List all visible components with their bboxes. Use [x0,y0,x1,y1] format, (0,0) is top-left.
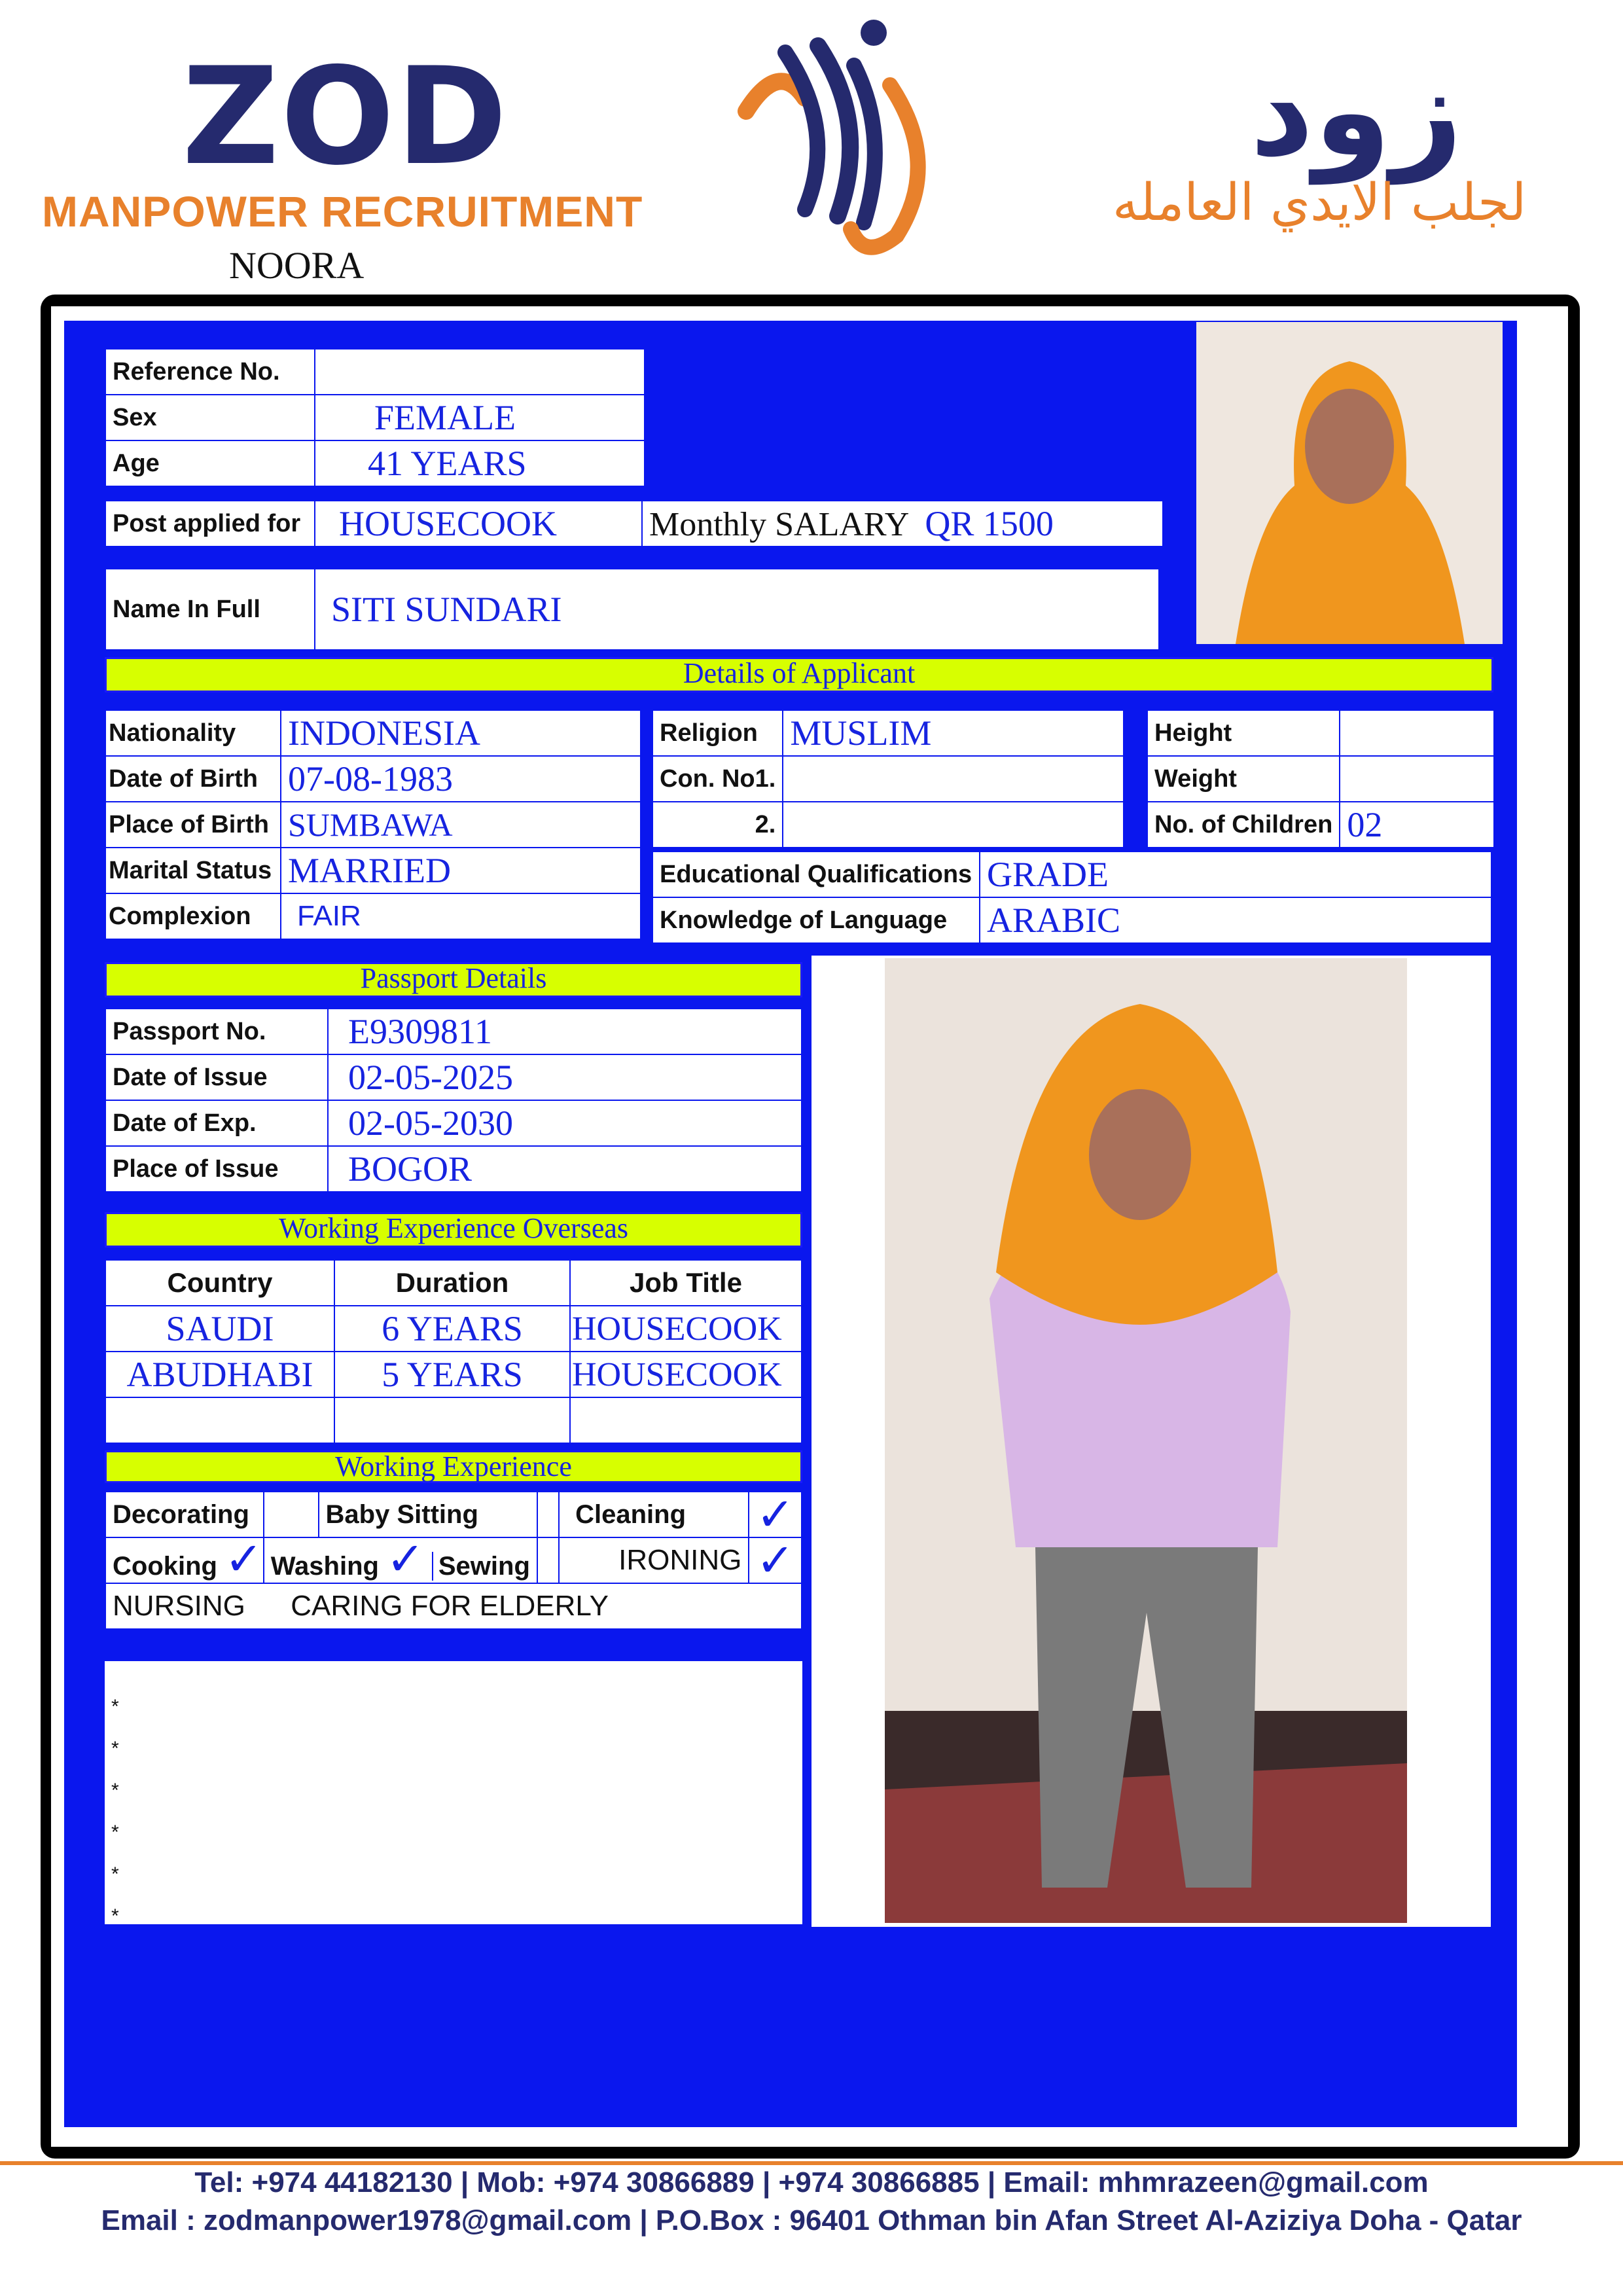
post-value: HOUSECOOK [315,501,642,547]
brand-logo-text: ZOD [182,39,509,195]
basic-info-table [105,348,645,487]
washing-checkmark-icon: ✓ [386,1532,425,1586]
note-bullet: * [111,1905,119,1927]
skill-nursing: NURSING [113,1590,245,1622]
weight-value [1340,756,1494,802]
overseas-table [105,1259,802,1444]
arabic-subtitle: لجلب الايدي العامله [1113,173,1527,232]
overseas-header-country: Country [105,1260,334,1306]
notes-box [105,1661,802,1927]
religion-table [652,709,1124,848]
name-value: SITI SUNDARI [315,569,1159,650]
religion-label: Religion [652,710,783,756]
post-salary-table [105,500,1164,547]
overseas-cell: HOUSECOOK [570,1306,802,1352]
reference-label: Reference No. [105,349,315,395]
person-full-body-icon [885,958,1407,1923]
marital-label: Marital Status [105,848,281,893]
sex-label: Sex [105,395,315,440]
passport-title: Passport Details [105,962,802,997]
weight-label: Weight [1147,756,1340,802]
overseas-cell: 6 YEARS [334,1306,570,1352]
exp-date-value: 02-05-2030 [328,1100,802,1146]
physical-table [1147,709,1495,848]
issue-date-label: Date of Issue [105,1054,328,1100]
arabic-brand: زود [1250,39,1463,184]
passport-table [105,1008,802,1193]
footer-contact: Tel: +974 44182130 | Mob: +974 30866889 | +974 30866885 | Email: mhmrazeen@gmail.com [194,2166,1429,2198]
overseas-cell [570,1397,802,1443]
overseas-title: Working Experience Overseas [105,1212,802,1247]
skill-cleaning: Cleaning [559,1492,749,1537]
overseas-cell [105,1397,334,1443]
issue-place-value: BOGOR [328,1146,802,1192]
skill-cooking: Cooking ✓ [105,1537,264,1583]
brand-subtitle: MANPOWER RECRUITMENT [42,187,643,236]
passport-no-label: Passport No. [105,1009,328,1054]
passport-no-value: E9309811 [328,1009,802,1054]
cooking-checkmark-icon: ✓ [224,1532,263,1586]
dob-value: 07-08-1983 [281,756,641,802]
overseas-cell: SAUDI [105,1306,334,1352]
table-row [105,1397,802,1443]
education-table [652,851,1492,944]
overseas-header-job: Job Title [570,1260,802,1306]
nationality-label: Nationality [105,710,281,756]
person-portrait-icon [1196,322,1503,644]
note-bullet: * [111,1696,119,1717]
education-value: GRADE [980,852,1491,897]
contact1-label: Con. No1. [652,756,783,802]
footer-rule [0,2161,1623,2165]
overseas-header-duration: Duration [334,1260,570,1306]
marital-value: MARRIED [281,848,641,893]
issue-date-value: 02-05-2025 [328,1054,802,1100]
contact2-label: 2. [652,802,783,848]
salary-value: QR 1500 [925,504,1054,543]
ironing-checkmark-icon: ✓ [749,1537,802,1583]
pob-label: Place of Birth [105,802,281,848]
details-title: Details of Applicant [105,657,1493,692]
height-value [1340,710,1494,756]
experience-title: Working Experience [105,1450,802,1483]
portrait-photo [1196,322,1503,644]
name-label: Name In Full [105,569,315,650]
children-value: 02 [1340,802,1494,848]
skill-washing: Washing ✓ Sewing [264,1537,537,1583]
language-value: ARABIC [980,897,1491,943]
skill-sewing: Sewing [432,1552,530,1581]
dob-label: Date of Birth [105,756,281,802]
overseas-cell: 5 YEARS [334,1352,570,1397]
company-logo-icon [733,13,942,262]
exp-date-label: Date of Exp. [105,1100,328,1146]
note-bullet: * [111,1863,119,1885]
age-value: 41 YEARS [315,440,645,486]
note-bullet: * [111,1780,119,1801]
skill-ironing: IRONING [559,1537,749,1583]
skill-caring-elderly: CARING FOR ELDERLY [291,1590,609,1622]
sex-value: FEMALE [315,395,645,440]
cleaning-checkmark-icon: ✓ [749,1492,802,1537]
note-bullet: * [111,1821,119,1843]
issue-place-label: Place of Issue [105,1146,328,1192]
table-row [105,1352,802,1397]
full-body-photo-frame [812,956,1491,1927]
salary-label: Monthly SALARY [649,506,908,543]
overseas-cell [334,1397,570,1443]
nationality-value: INDONESIA [281,710,641,756]
note-bullet: * [111,1738,119,1759]
height-label: Height [1147,710,1340,756]
contact1-value [783,756,1124,802]
age-label: Age [105,440,315,486]
complexion-label: Complexion [105,893,281,939]
overseas-cell: HOUSECOOK [570,1352,802,1397]
post-label: Post applied for [105,501,315,547]
contact2-value [783,802,1124,848]
footer-address: Email : zodmanpower1978@gmail.com | P.O.Box : 96401 Othman bin Afan Street Al-Aziziya Doha - Qatar [101,2204,1522,2236]
pob-value: SUMBAWA [281,802,641,848]
complexion-value: FAIR [281,893,641,939]
agent-name: NOORA [229,244,365,287]
skill-decorating: Decorating [105,1492,264,1537]
overseas-cell: ABUDHABI [105,1352,334,1397]
skills-table [105,1488,802,1630]
religion-value: MUSLIM [783,710,1124,756]
name-table [105,568,1160,651]
children-label: No. of Children [1147,802,1340,848]
table-row [105,1306,802,1352]
language-label: Knowledge of Language [652,897,980,943]
skill-baby-sitting: Baby Sitting [319,1492,537,1537]
reference-value [315,349,645,395]
education-label: Educational Qualifications [652,852,980,897]
applicant-left-table [105,709,641,940]
